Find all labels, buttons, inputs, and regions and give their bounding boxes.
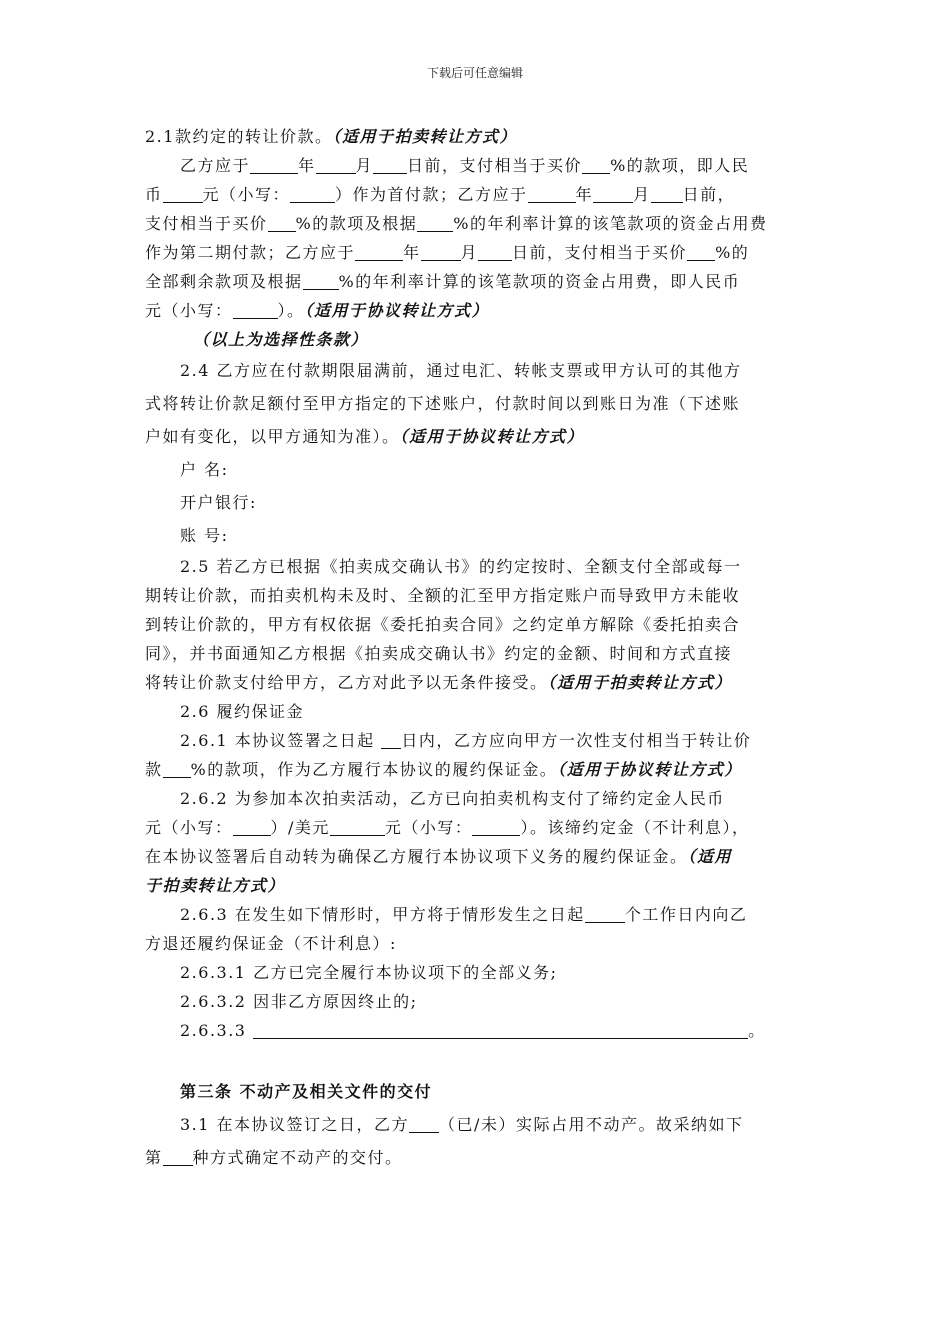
text: 式将转让价款足额付至甲方指定的下述账户，付款时间以到账日为准（下述账 [145, 394, 741, 413]
text: 2.6.3 在发生如下情形时，甲方将于情形发生之日起 [180, 905, 585, 924]
blank-field[interactable] [381, 731, 401, 749]
text: 年 [403, 243, 421, 262]
text: 币 [145, 185, 163, 204]
text: 账 号: [180, 526, 229, 545]
article-3-heading [145, 1075, 815, 1108]
text: 户如有变化，以甲方通知为准）。 [145, 427, 400, 446]
applicability-note: （适用于协议转让方式） [399, 427, 585, 446]
blank-field[interactable] [163, 1148, 193, 1166]
text: 年 [575, 185, 594, 204]
blank-field[interactable] [163, 185, 203, 203]
optional-clause-note [145, 325, 815, 354]
text: 到转让价款的，甲方有权依据《委托拍卖合同》之约定单方解除《委托拍卖合 [145, 615, 741, 634]
text: ）。 [277, 301, 305, 320]
clause-2-1-line [145, 122, 815, 151]
text: 个工作日内向乙 [624, 905, 748, 924]
blank-field[interactable] [253, 1021, 748, 1039]
text: 日前， [682, 185, 736, 204]
clause-2-6-3-1-line [145, 958, 815, 987]
clause-2-6-3-2-line [145, 987, 815, 1016]
blank-field[interactable] [163, 760, 191, 778]
clause-2-6-heading [145, 697, 815, 726]
text: 元（小写： [202, 185, 291, 204]
blank-field[interactable] [268, 214, 296, 232]
text: 月 [460, 243, 479, 262]
blank-field[interactable] [355, 243, 403, 261]
blank-field[interactable] [582, 156, 610, 174]
paragraph-line [145, 387, 815, 420]
text: 元（小写： [384, 818, 473, 837]
text: %的款项，作为乙方履行本协议的履约保证金。 [190, 760, 558, 779]
blank-field[interactable] [409, 1115, 439, 1133]
blank-field[interactable] [651, 185, 683, 203]
text: %的款项，即人民 [610, 156, 750, 175]
text: 3.1 在本协议签订之日，乙方 [180, 1115, 410, 1134]
blank-field[interactable] [330, 818, 385, 836]
paragraph-line [145, 296, 815, 325]
applicability-note: （适用于拍卖转让方式） [547, 673, 733, 692]
paragraph-line [145, 1141, 815, 1174]
page-header: 下载后可任意编辑 [426, 66, 523, 80]
paragraph-line [145, 180, 815, 209]
text: 同》，并书面通知乙方根据《拍卖成交确认书》约定的金额、时间和方式直接 [145, 644, 733, 663]
text: 元（小写： [145, 818, 233, 837]
text: 支付相当于买价 [145, 214, 268, 233]
clause-2-6-3-line [145, 900, 815, 929]
clause-2-4-line [145, 354, 815, 387]
blank-field[interactable] [472, 818, 520, 836]
blank-field[interactable] [290, 185, 335, 203]
text: 款 [145, 760, 163, 779]
text: ）。该缔约定金（不计利息）， [520, 818, 750, 837]
paragraph-line [145, 871, 815, 900]
text: %的 [715, 243, 750, 262]
paragraph-line [145, 238, 815, 267]
text: 2.4 乙方应在付款期限届满前，通过电汇、转帐支票或甲方认可的其他方 [180, 361, 742, 380]
paragraph-line [145, 420, 815, 453]
paragraph-line [145, 842, 815, 871]
text: ）/美元 [270, 818, 330, 837]
text: 2.6 履约保证金 [180, 702, 305, 721]
text: 2.6.1 本协议签署之日起 [180, 731, 382, 750]
blank-field[interactable] [528, 185, 576, 203]
blank-field[interactable] [478, 243, 512, 261]
paragraph-line [145, 929, 815, 958]
text: 日内，乙方应向甲方一次性支付相当于转让价 [401, 731, 752, 750]
text: 开户银行: [180, 493, 257, 512]
text: 第 [145, 1148, 163, 1167]
text: %的年利率计算的该笔款项的资金占用费 [453, 214, 768, 233]
text: 方退还履约保证金（不计利息）: [145, 934, 397, 953]
text: 日前，支付相当于买价 [407, 156, 583, 175]
blank-field[interactable] [303, 272, 339, 290]
blank-field[interactable] [373, 156, 407, 174]
text: 在本协议签署后自动转为确保乙方履行本协议项下义务的履约保证金。 [145, 847, 688, 866]
text: %的年利率计算的该笔款项的资金占用费，即人民币 [338, 272, 741, 291]
paragraph-line [145, 581, 815, 610]
text: 户 名: [180, 460, 229, 479]
paragraph-line [145, 755, 815, 784]
text: 2.6.3.3 [180, 1021, 254, 1040]
applicability-note: （适用于协议转让方式） [557, 760, 742, 779]
clause-2-6-1-line [145, 726, 815, 755]
text: 作为第二期付款；乙方应于 [145, 243, 356, 262]
applicability-note: （适用于拍卖转让方式） [332, 127, 517, 146]
applicability-note: （适用于协议转让方式） [304, 301, 490, 320]
paragraph-line [145, 639, 815, 668]
blank-field[interactable] [593, 185, 633, 203]
blank-field[interactable] [233, 818, 271, 836]
text: 日前，支付相当于买价 [512, 243, 688, 262]
blank-field[interactable] [585, 905, 625, 923]
clause-3-1-line [145, 1108, 815, 1141]
bank-label [145, 486, 815, 519]
text: 2.5 若乙方已根据《拍卖成交确认书》的约定按时、全额支付全部或每一 [180, 557, 742, 576]
text: 2.6.3.1 乙方已完全履行本协议项下的全部义务; [180, 963, 558, 982]
blank-field[interactable] [250, 156, 298, 174]
blank-field[interactable] [233, 301, 278, 319]
blank-field[interactable] [417, 214, 453, 232]
paragraph-line [145, 209, 815, 238]
paragraph-line [145, 668, 815, 697]
paragraph-line [145, 151, 815, 180]
text: （已/未）实际占用不动产。故采纳如下 [439, 1115, 744, 1134]
blank-field[interactable] [316, 156, 356, 174]
text: 月 [633, 185, 651, 204]
applicability-note: 于拍卖转让方式） [145, 876, 286, 895]
account-name-label [145, 453, 815, 486]
text: 元（小写： [145, 301, 233, 320]
paragraph-line [145, 267, 815, 296]
text: 期转让价款，而拍卖机构未及时、全额的汇至甲方指定账户而导致甲方未能收 [145, 586, 741, 605]
text: 2.6.3.2 因非乙方原因终止的; [180, 992, 418, 1011]
text: 年 [298, 156, 316, 175]
blank-field[interactable] [687, 243, 715, 261]
applicability-note: （适用 [687, 847, 733, 866]
spacer [145, 1045, 815, 1075]
text: 将转让价款支付给甲方，乙方对此予以无条件接受。 [145, 673, 548, 692]
text: 种方式确定不动产的交付。 [192, 1148, 403, 1167]
blank-field[interactable] [421, 243, 461, 261]
clause-2-5-line [145, 552, 815, 581]
text: 第三条 不动产及相关文件的交付 [180, 1082, 433, 1101]
text: 全部剩余款项及根据 [145, 272, 303, 291]
paragraph-line [145, 610, 815, 639]
text: 。 [748, 1021, 766, 1040]
text: 2.6.2 为参加本次拍卖活动，乙方已向拍卖机构支付了缔约定金人民币 [180, 789, 725, 808]
document-body [145, 122, 815, 1174]
clause-2-6-2-line [145, 784, 815, 813]
account-number-label [145, 519, 815, 552]
text: %的款项及根据 [295, 214, 418, 233]
text: 乙方应于 [180, 156, 251, 175]
paragraph-line [145, 813, 815, 842]
clause-2-6-3-3-line [145, 1016, 815, 1045]
applicability-note: （以上为选择性条款） [193, 330, 369, 349]
text: ）作为首付款；乙方应于 [335, 185, 528, 204]
text: 2.1款约定的转让价款。 [145, 127, 333, 146]
text: 月 [355, 156, 374, 175]
